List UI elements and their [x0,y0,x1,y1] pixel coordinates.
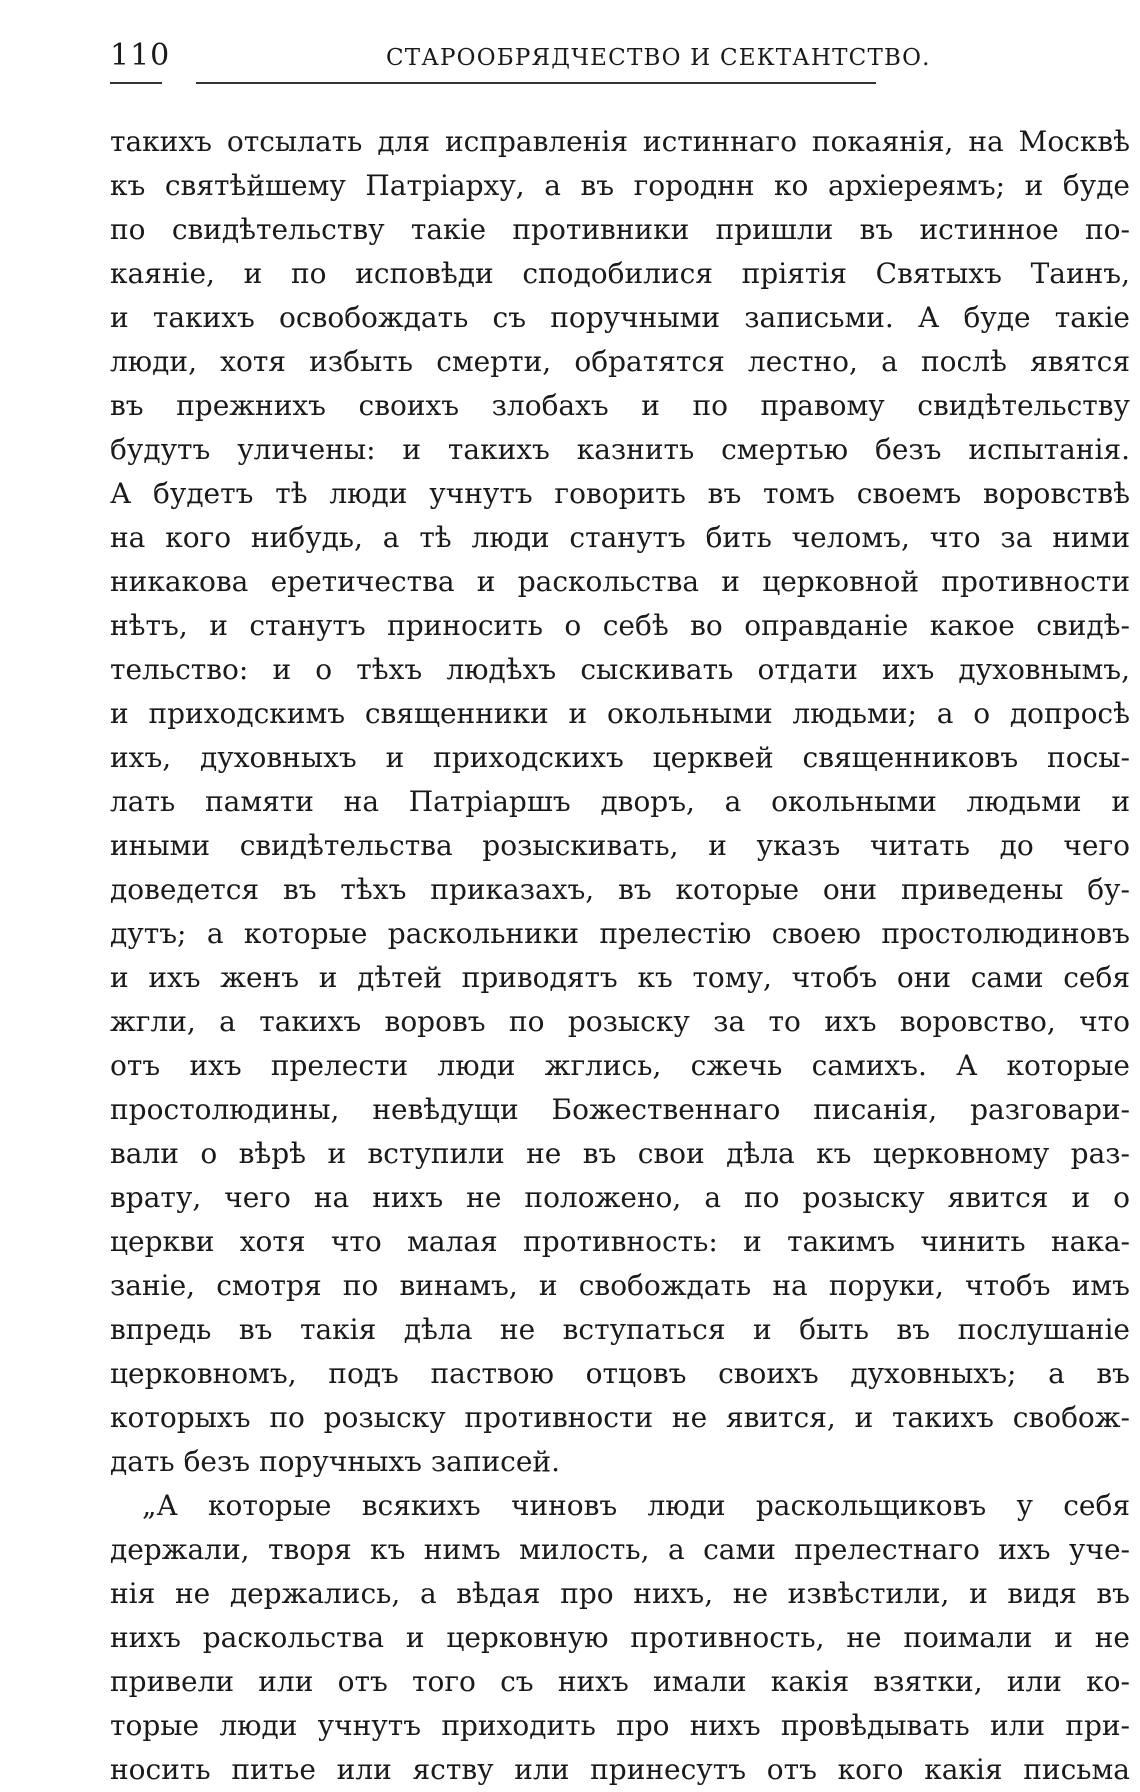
text-line: церкви хотя что малая противность: и такимъ чинить нака- [110,1225,1130,1258]
text-line: иными свидѣтельства розыскивать, и указъ читать до чего [110,829,1130,862]
text-line: впредь въ такія дѣла не вступаться и быть въ послушаніе [110,1313,1130,1346]
text-line: и такихъ освобождать съ поручными записьми. А буде такіе [110,301,1130,334]
text-line: никакова еретичества и раскольства и церковной противности [110,565,1130,598]
text-line: каяніе, и по исповѣди сподобилися пріятія Святыхъ Таинъ, [110,257,1130,290]
page-number: 110 [110,38,171,73]
text-line: дутъ; а которые раскольники прелестію своею простолюдиновъ [110,917,1130,950]
text-line: нихъ раскольства и церковную противность, не поимали и не [110,1621,1130,1654]
page-header [110,36,1120,86]
text-line: ихъ, духовныхъ и приходскихъ церквей священниковъ посы- [110,741,1130,774]
text-line: вали о вѣрѣ и вступили не въ свои дѣла къ церковному раз- [110,1137,1130,1170]
text-line-paragraph-start: „А которые всякихъ чиновъ люди раскольщиковъ у себя [142,1489,1130,1522]
text-line: простолюдины, невѣдущи Божественнаго писанія, разговари- [110,1093,1130,1126]
text-line: тельство: и о тѣхъ людѣхъ сыскивать отдати ихъ духовнымъ, [110,653,1130,686]
body-text [110,120,1130,1792]
text-line: отъ ихъ прелести люди жглись, сжечь самихъ. А которые [110,1049,1130,1082]
text-line: жгли, а такихъ воровъ по розыску за то ихъ воровство, что [110,1005,1130,1038]
header-rule-left [110,82,162,84]
text-line: къ святѣйшему Патріарху, а въ городнн ко архіереямъ; и буде [110,169,1130,202]
text-line: на кого нибудь, а тѣ люди станутъ бить челомъ, что за ними [110,521,1130,554]
text-line: нія не держались, а вѣдая про нихъ, не извѣстили, и видя въ [110,1577,1130,1610]
text-line: такихъ отсылать для исправленія истиннаго покаянія, на Москвѣ [110,125,1130,158]
text-line: въ прежнихъ своихъ злобахъ и по правому свидѣтельству [110,389,1130,422]
text-line-paragraph-end: дать безъ поручныхъ записей. [110,1445,560,1478]
running-title: СТАРООБРЯДЧЕСТВО И СЕКТАНТСТВО. [386,45,931,71]
text-line: которыхъ по розыску противности не явится, и такихъ свобож- [110,1401,1130,1434]
text-line: будутъ уличены: и такихъ казнить смертью безъ испытанія. [110,433,1130,466]
text-line: нѣтъ, и станутъ приносить о себѣ во оправданіе какое свидѣ- [110,609,1130,642]
text-line: держали, творя къ нимъ милость, а сами прелестнаго ихъ уче- [110,1533,1130,1566]
text-line: по свидѣтельству такіе противники пришли въ истинное по- [110,213,1130,246]
text-line: носить питье или яству или принесутъ отъ кого какія письма [110,1753,1130,1786]
text-line: церковномъ, подъ паствою отцовъ своихъ духовныхъ; а въ [110,1357,1130,1390]
text-line: доведется въ тѣхъ приказахъ, въ которые они приведены бу- [110,873,1130,906]
text-line: заніе, смотря по винамъ, и свобождать на поруки, чтобъ имъ [110,1269,1130,1302]
text-line: и ихъ женъ и дѣтей приводятъ къ тому, чтобъ они сами себя [110,961,1130,994]
text-line: торые люди учнутъ приходить про нихъ провѣдывать или при- [110,1709,1130,1742]
text-line: врату, чего на нихъ не положено, а по розыску явится и о [110,1181,1130,1214]
text-line: лать памяти на Патріаршъ дворъ, а окольными людьми и [110,785,1130,818]
text-line: привели или отъ того съ нихъ имали какія взятки, или ко- [110,1665,1130,1698]
header-rule-right [196,82,876,84]
text-line: А будетъ тѣ люди учнутъ говорить въ томъ своемъ воровствѣ [110,477,1130,510]
text-line: и приходскимъ священники и окольными людьми; а о допросѣ [110,697,1130,730]
text-line: люди, хотя избыть смерти, обратятся лестно, а послѣ явятся [110,345,1130,378]
